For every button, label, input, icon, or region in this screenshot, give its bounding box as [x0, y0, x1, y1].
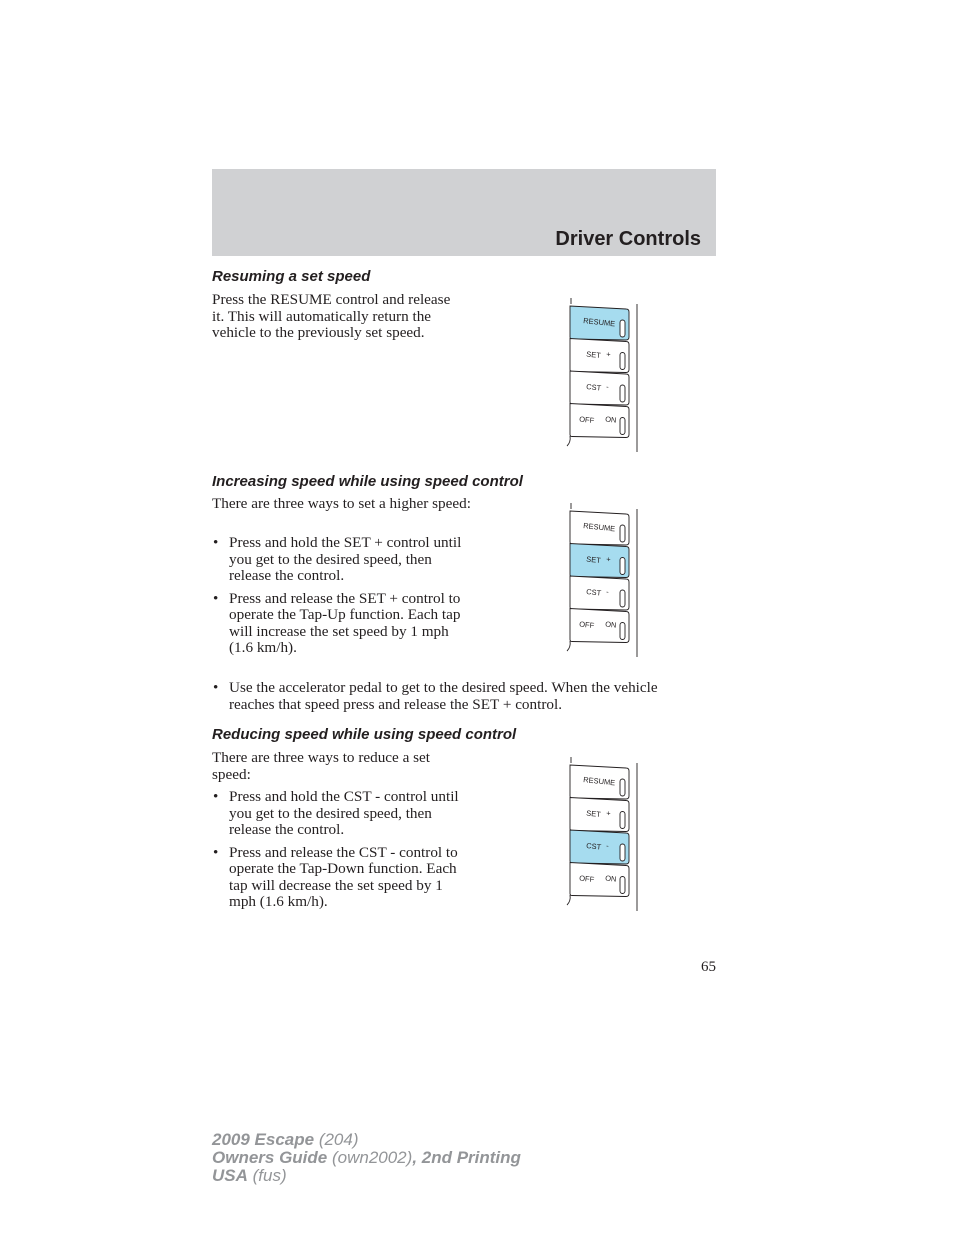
- switch-button-label: +: [605, 349, 612, 359]
- list-item: • Press and release the CST - control to operate the Tap-Down function. Each tap will decrease the set speed by 1 mph (1.6 km/h).: [212, 845, 472, 911]
- section-text-increasing: There are three ways to set a higher speed:: [212, 495, 471, 512]
- switch-button-label: OFF: [578, 414, 595, 426]
- switch-button-off: [570, 863, 629, 897]
- switch-button-ridge: [620, 812, 625, 829]
- switch-button-set: [570, 339, 629, 373]
- switch-button-ridge: [620, 385, 625, 402]
- section-text-resuming: Press the RESUME control and release it. This will automatically return the vehicle to the previously set speed.: [212, 291, 451, 341]
- switch-button-label: ON: [604, 873, 617, 884]
- switch-button-label: -: [605, 587, 610, 597]
- chapter-title: Driver Controls: [555, 228, 701, 250]
- footer-model-code: (204): [314, 1130, 359, 1149]
- switch-button-set: [570, 798, 629, 832]
- speed-control-switch-set: [564, 501, 644, 661]
- footer-guide: Owners Guide: [212, 1148, 328, 1167]
- bullet-list-increasing-wide: [212, 680, 682, 719]
- switch-button-label: OFF: [578, 873, 595, 885]
- switch-button-resume: [570, 765, 629, 799]
- switch-button-ridge: [620, 590, 625, 607]
- switch-button-label: RESUME: [582, 521, 616, 534]
- speed-control-switch-cst: [564, 755, 644, 915]
- list-item: • Press and hold the SET + control until you get to the desired speed, then release the control.: [212, 535, 472, 585]
- switch-button-cst: [570, 371, 629, 405]
- switch-button-label: CST: [585, 382, 602, 393]
- switch-button-resume: [570, 511, 629, 545]
- switch-button-set: [570, 544, 629, 578]
- footer-printing: , 2nd Printing: [412, 1148, 521, 1167]
- switch-button-ridge: [620, 418, 625, 435]
- switch-button-label: RESUME: [582, 775, 616, 788]
- switch-button-off: [570, 609, 629, 643]
- switch-button-ridge: [620, 779, 625, 796]
- footer: [212, 1131, 521, 1185]
- footer-region: USA: [212, 1166, 248, 1185]
- page-number: 65: [701, 959, 716, 975]
- switch-button-ridge: [620, 320, 625, 337]
- switch-button-ridge: [620, 844, 625, 861]
- section-title-reducing: Reducing speed while using speed control: [212, 726, 517, 743]
- switch-button-label: CST: [585, 587, 602, 598]
- switch-button-label: SET: [585, 554, 602, 566]
- footer-guide-code: (own2002): [327, 1148, 413, 1167]
- switch-button-label: RESUME: [582, 316, 616, 329]
- bullet-list-increasing: [212, 535, 472, 663]
- switch-button-ridge: [620, 353, 625, 370]
- footer-line-3: [212, 1167, 521, 1185]
- switch-button-label: +: [605, 808, 612, 818]
- switch-button-label: ON: [604, 619, 617, 630]
- switch-housing-hook: [567, 895, 570, 905]
- footer-line-2: [212, 1149, 521, 1167]
- section-text-reducing: There are three ways to reduce a set speed:: [212, 749, 430, 783]
- switch-button-off: [570, 404, 629, 438]
- list-item: • Press and release the SET + control to operate the Tap-Up function. Each tap will increase the set speed by 1 mph (1.6 km/h).: [212, 591, 472, 657]
- switch-button-resume: [570, 306, 629, 340]
- list-item: • Use the accelerator pedal to get to the desired speed. When the vehicle reaches that speed press and release the SET + control.: [212, 680, 682, 713]
- list-item: • Press and hold the CST - control until you get to the desired speed, then release the control.: [212, 789, 472, 839]
- switch-button-label: -: [605, 382, 610, 392]
- header-bar: [212, 169, 716, 256]
- switch-button-cst: [570, 576, 629, 610]
- switch-button-label: CST: [585, 841, 602, 852]
- section-title-increasing: Increasing speed while using speed control: [212, 473, 523, 490]
- switch-button-label: +: [605, 554, 612, 564]
- switch-button-ridge: [620, 623, 625, 640]
- speed-control-switch-resume: [564, 296, 644, 456]
- switch-button-label: SET: [585, 808, 602, 820]
- switch-button-ridge: [620, 877, 625, 894]
- switch-button-cst: [570, 830, 629, 864]
- footer-region-code: (fus): [247, 1166, 287, 1185]
- footer-model: 2009 Escape: [212, 1130, 315, 1149]
- switch-housing-hook: [567, 436, 570, 446]
- switch-button-ridge: [620, 525, 625, 542]
- footer-line-1: [212, 1131, 521, 1149]
- switch-button-label: ON: [604, 414, 617, 425]
- switch-button-ridge: [620, 558, 625, 575]
- bullet-list-reducing: [212, 789, 472, 917]
- switch-button-label: -: [605, 841, 610, 851]
- switch-button-label: OFF: [578, 619, 595, 631]
- switch-button-label: SET: [585, 349, 602, 361]
- switch-housing-hook: [567, 641, 570, 651]
- section-title-resuming: Resuming a set speed: [212, 268, 371, 285]
